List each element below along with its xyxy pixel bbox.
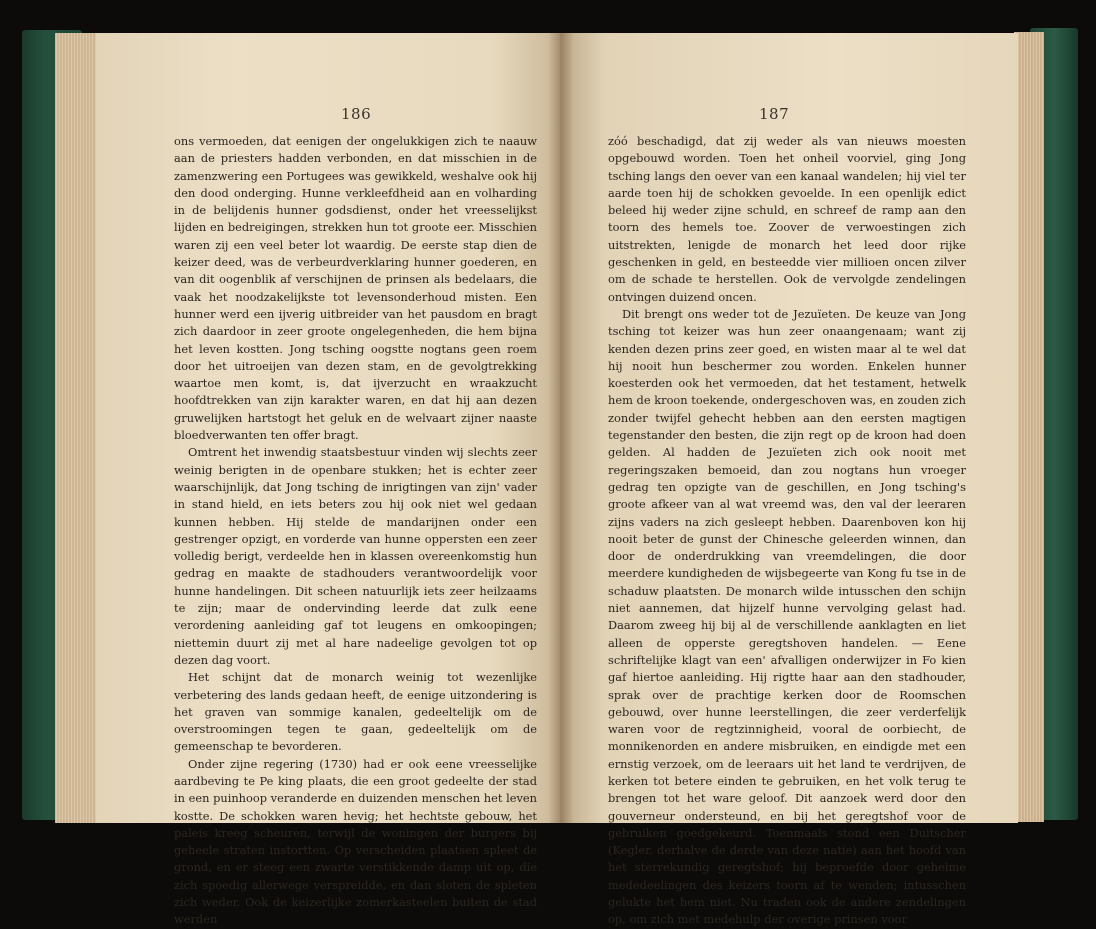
page-number-right: 187 (759, 105, 790, 123)
right-page-text (608, 133, 966, 929)
page-number-left: 186 (341, 105, 372, 123)
page-edges-left (55, 33, 100, 823)
paragraph: ons vermoeden, dat eenigen der ongelukkigen zich te naauw aan de priesters hadden verbonden, en dat misschien in de zamenzwering een Portugees was gewikkeld, weshalve ook hij den dood onderging. Hunne verkleefdheid aan en volharding in de belijdenis hunner godsdienst, onder het vreesselijkst lijden en bedreigingen, strekken hun tot groote eer. Misschien waren zij een veel beter lot waardig. De eerste stap dien de keizer deed, was de verbeurdverklaring hunner goederen, en van dit oogenblik af verschijnen de prinsen als bedelaars, die vaak het noodzakelijkste tot levensonderhoud misten. Een hunner werd een ijverig uitbreider van het pausdom en bragt zich daardoor in zeer groote ongelegenheden, die hem bijna het leven kostten. Jong tsching oogstte nogtans geen roem door het uitroeijen van dezen stam, en de gevolgtrekking waartoe men komt, is, dat ijverzucht en wraakzucht hoofdtrekken van zijn karakter waren, en dat hij aan dezen gruwelijken hartstogt het geluk en de welvaart zijner naaste bloedverwanten ten offer bragt. (174, 134, 537, 443)
paragraph: Omtrent het inwendig staatsbestuur vinden wij slechts zeer weinig berigten in de openbare stukken; het is echter zeer waarschijnlijk, dat Jong tsching de inrigtingen van zijn' vader in stand hield, en iets beters zou hij ook niet wel gedaan kunnen hebben. Hij stelde de mandarijnen onder een gestrenger opzigt, en vorderde van hunne oppersten een zeer volledig berigt, verdeelde hen in klassen overeenkomstig hun gedrag en maakte de stadhouders verantwoordelijk voor hunne handelingen. Dit scheen natuurlijk iets zeer heilzaams te zijn; maar de ondervinding leerde dat zulk eene verordening aanleiding gaf tot leugens en omkoopingen; niettemin duurt zij met al hare nadeelige gevolgen tot op dezen dag voort. (174, 445, 537, 667)
left-page-text (174, 133, 537, 929)
paragraph: Dit brengt ons weder tot de Jezuïeten. De keuze van Jong tsching tot keizer was hun zeer onaangenaam; want zij kenden dezen prins zeer goed, en wisten maar al te wel dat hij nooit hun beschermer zou worden. Enkelen hunner koesterden ook het vermoeden, dat het testament, hetwelk hem de kroon toekende, ondergeschoven was, en zouden zich zonder twijfel gehecht hebben aan den eersten magtigen tegenstander den besten, die zijn regt op de kroon had doen gelden. Al hadden de Jezuïeten zich ook nooit met regeringszaken bemoeid, dan zou nogtans hun vroeger gedrag ten opzigte van de geschillen, en Jong tsching's groote afkeer van al wat vreemd was, den val der leeraren zijns vaders na zich gesleept hebben. Daarenboven kon hij nooit beter de gunst der Chinesche geleerden winnen, dan door de onderdrukking van vreemdelingen, die door meerdere kundigheden de wijsbegeerte van Kong fu tse in de schaduw plaatsten. De monarch wilde intusschen den schijn niet aannemen, dat hijzelf hunne vervolging gelast had. Daarom zweeg hij bij al de verschillende aanklagten en liet alleen de opperste geregtshoven handelen. — Eene schriftelijke klagt van een' afvalligen onderwijzer in Fo kien gaf hiertoe aanleiding. Hij rigtte haar aan den stadhouder, sprak over de prachtige kerken door de Roomschen gebouwd, over hunne leerstellingen, die zeer verderfelijk waren voor de regtzinnigheid, vooral de oorbiecht, de monnikenorden en andere misbruiken, en eindigde met een ernstig verzoek, om de leeraars uit het land te verdrijven, de kerken tot betere einden te gebruiken, en het volk terug te brengen tot het ware geloof. Dit aanzoek werd door den gouverneur ondersteund, en bij het geregtshof voor de gebruiken goedgekeurd. Toenmaals stond een Duitscher (Kegler, derhalve de derde van deze natie) aan het hoofd van het sterrekundig geregtshof; hij beproefde door geheime mededeelingen des keizers toorn af te wenden; intusschen gelukte het hem niet. Nu traden ook de andere zendelingen op, om zich met medehulp der overige prinsen voor (608, 306, 966, 927)
page-edges-right (1014, 32, 1044, 822)
paragraph: Onder zijne regering (1730) had er ook eene vreesselijke aardbeving te Pe king plaats, die een groot gedeelte der stad in een puinhoop veranderde en duizenden menschen het leven kostte. De schokken waren hevig; het hechtste gebouw, het paleis kreeg scheuren, terwijl de woningen der burgers bij geheele straten instortten. Op verscheiden plaatsen spleet de grond, en er steeg een zwarte verstikkende damp uit op, die zich spoedig allerwege verspreidde, en dan sloten de spleten zich weder. Ook de keizerlijke zomerkasteelen buiten de stad werden (174, 756, 537, 927)
left-page (96, 33, 560, 927)
paragraph: zóó beschadigd, dat zij weder als van nieuws moesten opgebouwd worden. Toen het onheil voorviel, ging Jong tsching langs den oever van een kanaal wandelen; hij viel ter aarde toen hij de schokken gevoelde. In een openlijk edict beleed hij weder zijne schuld, en schreef de ramp aan den toorn des hemels toe. Zoover de verwoestingen zich uitstrekten, lenigde de monarch het leed door rijke geschenken in geld, en besteedde vier millioen oncen zilver om de schade te herstellen. Ook de vervolgde zendelingen ontvingen duizend oncen. (608, 134, 966, 304)
book-gutter (548, 33, 574, 823)
right-page (560, 33, 1018, 927)
paragraph: Het schijnt dat de monarch weinig tot wezenlijke verbetering des lands gedaan heeft, de eenige uitzondering is het graven van sommige kanalen, gedeeltelijk om de overstroomingen tegen te gaan, gedeeltelijk om de gemeenschap te bevorderen. (174, 670, 537, 754)
